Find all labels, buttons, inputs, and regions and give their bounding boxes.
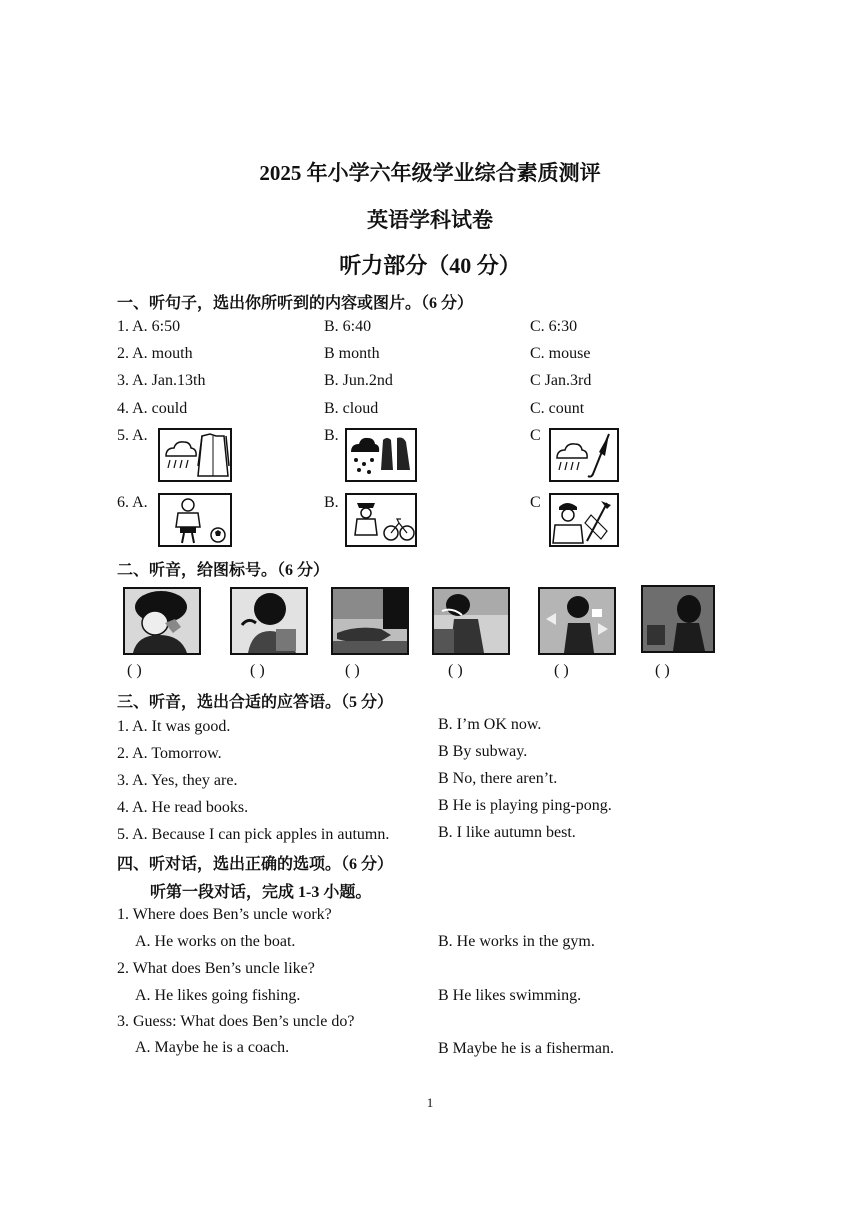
football-player-picture	[158, 493, 232, 547]
worker-with-tool-picture	[549, 493, 619, 547]
answer-blank-5[interactable]: ( )	[554, 662, 569, 679]
answer-blank-6[interactable]: ( )	[655, 662, 670, 679]
rain-and-umbrella-picture	[549, 428, 619, 482]
s1-q4-a: 4. A. could	[117, 400, 188, 417]
exam-title: 2025 年小学六年级学业综合素质测评	[259, 161, 601, 185]
s1-q2-c: C. mouse	[530, 345, 591, 362]
s4-q1-question: 1. Where does Ben’s uncle work?	[117, 906, 332, 923]
s3-q2-a: 2. A. Tomorrow.	[117, 745, 222, 762]
s1-q3-c: C Jan.3rd	[530, 372, 592, 389]
girl-at-desk-photo	[432, 587, 510, 655]
section1-heading: 一、听句子，选出你所听到的内容或图片。（6 分）	[117, 295, 474, 312]
s3-q2-b: B By subway.	[438, 743, 528, 760]
child-with-arrows-photo	[538, 587, 616, 655]
s3-q5-a: 5. A. Because I can pick apples in autumn.	[117, 826, 390, 843]
section4-heading: 四、听对话，选出正确的选项。（6 分）	[117, 856, 394, 873]
s1-q2-b: B month	[324, 345, 380, 362]
s1-q2-a: 2. A. mouth	[117, 345, 193, 362]
answer-blank-3[interactable]: ( )	[345, 662, 360, 679]
s1-q5-a-label: 5. A.	[117, 427, 148, 444]
s1-q6-a-label: 6. A.	[117, 494, 148, 511]
s4-q3-a: A. Maybe he is a coach.	[135, 1039, 290, 1056]
s3-q5-b: B. I like autumn best.	[438, 824, 576, 841]
s1-q4-b: B. cloud	[324, 400, 379, 417]
person-lying-down-photo	[331, 587, 409, 655]
s1-q6-b-label: B.	[324, 494, 339, 511]
girl-with-hand-on-face-photo	[641, 585, 715, 653]
section4-subheading: 听第一段对话，完成 1-3 小题。	[150, 884, 372, 901]
section2-heading: 二、听音，给图标号。（6 分）	[117, 562, 330, 579]
s4-q1-b: B. He works in the gym.	[438, 933, 595, 950]
police-and-bicycle-picture	[345, 493, 417, 547]
s4-q2-b: B He likes swimming.	[438, 987, 582, 1004]
s4-q3-question: 3. Guess: What does Ben’s uncle do?	[117, 1013, 355, 1030]
s3-q1-a: 1. A. It was good.	[117, 718, 231, 735]
s1-q1-a: 1. A. 6:50	[117, 318, 181, 335]
s1-q3-a: 3. A. Jan.13th	[117, 372, 206, 389]
s1-q6-c-label: C	[530, 494, 541, 511]
part-title: 听力部分（40 分）	[339, 253, 521, 278]
snow-and-gloves-picture	[345, 428, 417, 482]
s3-q4-b: B He is playing ping-pong.	[438, 797, 612, 814]
s4-q1-a: A. He works on the boat.	[135, 933, 296, 950]
boy-with-headache-photo	[230, 587, 308, 655]
boy-with-toothache-photo	[123, 587, 201, 655]
s3-q1-b: B. I’m OK now.	[438, 716, 542, 733]
s1-q3-b: B. Jun.2nd	[324, 372, 393, 389]
s4-q2-question: 2. What does Ben’s uncle like?	[117, 960, 315, 977]
s3-q3-a: 3. A. Yes, they are.	[117, 772, 238, 789]
rain-and-shirt-picture	[158, 428, 232, 482]
answer-blank-4[interactable]: ( )	[448, 662, 463, 679]
answer-blank-2[interactable]: ( )	[250, 662, 265, 679]
s1-q1-c: C. 6:30	[530, 318, 578, 335]
page-number: 1	[426, 1095, 434, 1110]
s4-q3-b: B Maybe he is a fisherman.	[438, 1040, 614, 1057]
s3-q4-a: 4. A. He read books.	[117, 799, 249, 816]
s1-q5-c-label: C	[530, 427, 541, 444]
section3-heading: 三、听音，选出合适的应答语。（5 分）	[117, 694, 394, 711]
s1-q1-b: B. 6:40	[324, 318, 372, 335]
answer-blank-1[interactable]: ( )	[127, 662, 142, 679]
s1-q4-c: C. count	[530, 400, 585, 417]
s3-q3-b: B No, there aren’t.	[438, 770, 558, 787]
s1-q5-b-label: B.	[324, 427, 339, 444]
s4-q2-a: A. He likes going fishing.	[135, 987, 301, 1004]
subject-title: 英语学科试卷	[367, 208, 493, 232]
